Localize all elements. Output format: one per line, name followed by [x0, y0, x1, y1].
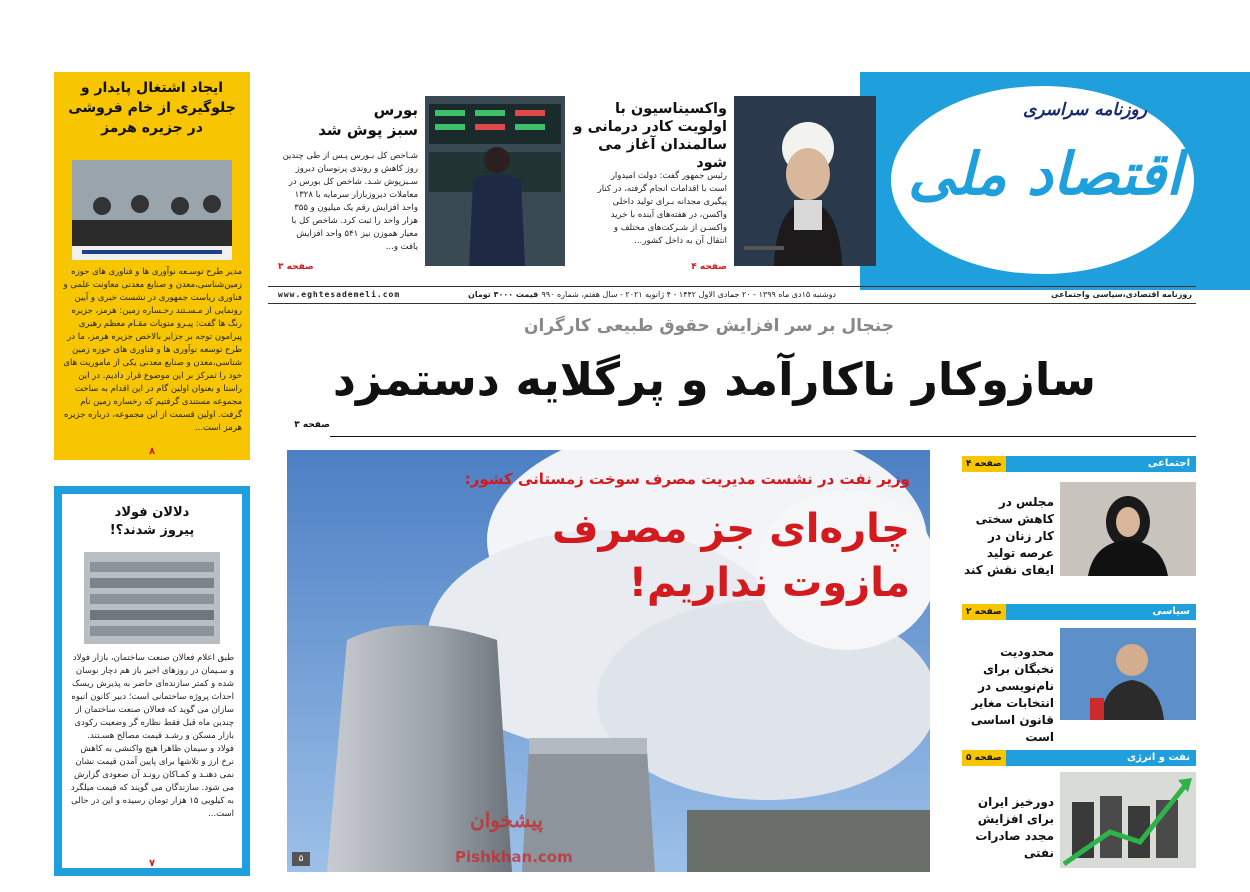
- info-website[interactable]: www.eghtesademeli.com: [278, 290, 401, 299]
- info-bar: [268, 286, 1196, 304]
- steel-headline-line: دلالان فولاد: [114, 505, 190, 520]
- main-headline[interactable]: سازوکار ناکارآمد و پرگلایه دستمزد: [332, 353, 1096, 406]
- hormuz-headline-line: ایجاد اشتغال پایدار و: [80, 80, 224, 96]
- bourse-body: شـاخص کل بـورس پـس از طی چندین روز کاهش و روندی پرنوسان دیروز سـبزپوش شـد. شاخص کل بورس در معاملات دیروزبازار سرمایه با ۱۳۲۸ واحد افزایش رقم یک میلیون و ۳۵۵ هزار واحد را ثبت کرد. شاخص کل با معیار هموزن نیز ۵۴۱ واحد افزایش یافت و...: [282, 151, 418, 252]
- steel-body: طبق اعلام فعالان صنعت ساختمان، بازار فولاد و سـیمان در روزهای اخیر باز هم دچار نوسان شده و کمتر سازنده‌ای حاضر به پذیرش ریسک احداث پروژه ساختمانی است؛ دبیر کانون انبوه سازان می گوید که فعالان صنعت ساختمان از چندین ماه قبل فقط نظاره گر وضعیت رکودی بازار مسکن و رشـد قیمت مصالح هسـتند. فولاد و سیمان ظاهرا هیچ واکنشی به کاهش نرخ ارز و تلاشها برای پایین آمدن قیمت نشان نمی دهنـد و کمـاکان رونـد آن صعودی گزارش می شود. سازندگان می گویند که قیمت میلگرد به کیلویی ۱۵ هزار تومان رسیده و این در حالی است...: [70, 653, 234, 819]
- sidebar-politics-header[interactable]: [962, 604, 1196, 620]
- bourse-headline[interactable]: [300, 100, 418, 140]
- sidebar-politics-page: صفحه ۲: [962, 604, 1006, 620]
- sidebar-politics: [962, 604, 1196, 620]
- main-kicker: جنجال بر سر افزایش حقوق طبیعی کارگران: [524, 316, 894, 336]
- sidebar-social-photo: [1060, 482, 1196, 576]
- info-date: دوشنبه ۱۵دی ماه ۱۳۹۹ - ۲۰ جمادی الاول ۱۴۴۲ - ۴ ژانویه ۲۰۲۱ - سال هفتم، شماره ۹۹۰: [541, 290, 836, 299]
- bourse-headline-line: سبز پوش شد: [318, 121, 418, 139]
- sidebar-social-label: اجتماعی: [1147, 458, 1190, 469]
- watermark-persian: پیشخوان: [470, 808, 543, 832]
- sidebar-energy-headline[interactable]: دورخیز ایران برای افزایش مجدد صادرات نفتی: [975, 795, 1054, 860]
- hormuz-headline-line: در جزیره هرمز: [101, 120, 203, 136]
- masthead-subtitle: روزنامه سراسری: [1023, 100, 1147, 120]
- bourse-page-ref[interactable]: صفحه ۳: [278, 262, 314, 272]
- sidebar-social-header[interactable]: [962, 456, 1196, 472]
- steel-photo: [84, 552, 220, 644]
- vaccine-headline-line: واکسیناسیون با: [614, 101, 727, 117]
- sidebar-energy-photo: [1060, 772, 1196, 868]
- hormuz-headline[interactable]: [60, 78, 244, 138]
- sidebar-energy: [962, 750, 1196, 766]
- hormuz-headline-line: جلوگیری از خام فروشی: [68, 100, 236, 116]
- sidebar-social-page: صفحه ۴: [962, 456, 1006, 472]
- vaccine-headline-line: اولویت کادر درمانی و: [573, 119, 727, 135]
- president-photo: [734, 96, 876, 266]
- main-divider: [330, 436, 1196, 437]
- sidebar-energy-page: صفحه ۵: [962, 750, 1006, 766]
- info-price: قیمت ۳۰۰۰ تومان: [468, 290, 539, 299]
- watermark-latin: Pishkhan.com: [455, 848, 573, 866]
- photo-headline-line: چاره‌ای جز مصرف: [552, 506, 910, 552]
- photo-headline[interactable]: [420, 502, 910, 610]
- sidebar-politics-photo: [1060, 628, 1196, 720]
- main-page-ref[interactable]: صفحه ۳: [294, 420, 330, 430]
- vaccine-body: رئیس جمهور گفت: دولت امیدوار است با اقدامات انجام گرفته، در کنار پیگیری مجدانه بـرای تولید داخلی واکسن، در هفته‌های آینده با خرید واکسـن از شـرکت‌های مختلف و انتقال آن به داخل کشور...: [597, 171, 727, 246]
- photo-headline-line: مازوت نداریم!: [628, 560, 910, 606]
- photo-page-ref[interactable]: ۵: [292, 852, 310, 866]
- hormuz-page-ref[interactable]: ۸: [148, 446, 156, 457]
- hormuz-body: مدیر طرح توسـعه نوآوری ها و فناوری های حوزه زمین‌شناسی،معدن و صنایع معدنی معاونت علمی و فناوری ریاست جمهوری در نشست خبری و آیین رونمایی از مـسـتند رخـساره زمین: هرمز، جزیره رنگ ها گفت: پیـرو منویات مقـام معظم رهبری پیرامون توجه بر جزایر بالاخص جزیره هرمز، ما در طرح توسعه نوآوری ها و فناوری های حوزه زمین شناسی،معدن و صنایع معدنی یکی از ماموریت های خود را تمرکز بر این موضوع قرار دادیم. در این راستا و بعنوان اولین گام در این اقدام به ساخت مجموعه مستندی گرفتیم که رخساره زمین نام گرفت. اولین قسمت از این مجموعه، درباره جزیره هرمز است...: [63, 267, 242, 433]
- photo-kicker: وزیر نفت در نشست مدیریت مصرف سوخت زمستانی کشور:: [464, 470, 910, 488]
- vaccine-headline[interactable]: [572, 100, 727, 172]
- steel-page-ref[interactable]: ۷: [148, 858, 156, 869]
- sidebar-politics-headline[interactable]: محدودیت نخبگان برای نام‌نویسی در انتخابات مغایر قانون اساسی است: [970, 645, 1054, 744]
- sidebar-social-headline[interactable]: مجلس در کاهش سختی کار زنان در عرصه تولید ایفای نقش کند: [963, 495, 1054, 577]
- sidebar-energy-label: نفت و انرژی: [1126, 752, 1190, 763]
- hormuz-photo: [72, 160, 232, 260]
- vaccine-headline-line: سالمندان آغاز می شود: [598, 137, 727, 171]
- sidebar-social: [962, 456, 1196, 472]
- sidebar-politics-label: سیاسی: [1152, 606, 1190, 617]
- bourse-headline-line: بورس: [373, 101, 418, 119]
- steel-headline-line: پیروز شدند؟!: [109, 523, 195, 538]
- masthead-title: اقتصاد ملی: [908, 140, 1182, 208]
- info-section: روزنامه اقتصادی،سیاسی واجتماعی: [1051, 290, 1192, 299]
- bourse-photo: [425, 96, 565, 266]
- sidebar-energy-header[interactable]: [962, 750, 1196, 766]
- steel-headline[interactable]: [70, 504, 234, 540]
- vaccine-page-ref[interactable]: صفحه ۴: [691, 262, 727, 272]
